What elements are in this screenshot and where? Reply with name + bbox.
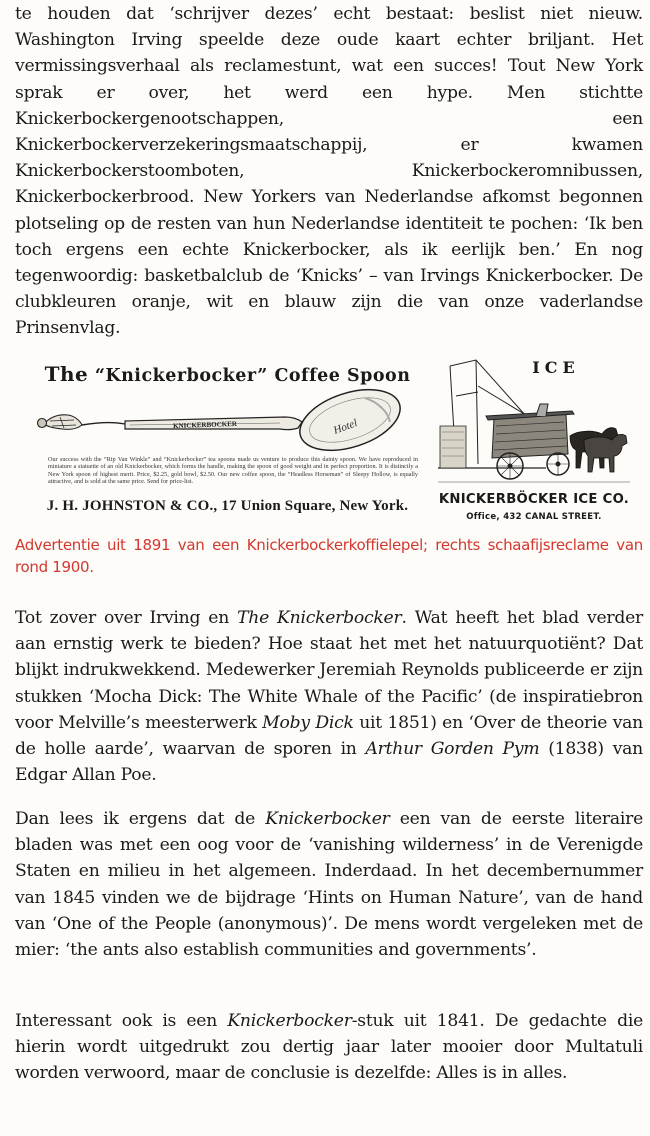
ice-wagon-illustration [436, 356, 632, 490]
ice-company-name: KNICKERBÖCKER ICE CO. [438, 492, 630, 507]
body-paragraph-2: Tot zover over Irving en The Knickerbocker. Wat heeft het blad verder aan ernstig werk te bieden? Hoe staat het met het natuurquotiënt? Dat blijkt indrukwekkend. Medewerker Jeremiah Reynolds publiceerde er zijn stukken ‘Mocha Dick: The White Whale of the Pacific’ (de inspiratiebron voor Melville’s meesterwerk Moby Dick uit 1851) en ‘Over de theorie van de holle aarde’, waarvan de sporen in Arthur Gorden Pym (1838) van Edgar Allan Poe. [15, 608, 643, 786]
ice-headline: ICE [532, 358, 580, 377]
spoon-illustration [30, 384, 425, 456]
body-paragraph-4: Interessant ook is een Knickerbocker-stuk uit 1841. De gedachte die hierin wordt uitgedrukt zou dertig jaar later mooier door Multatuli worden verwoord, maar de conclusie is dezelfde: Alles is in alles. [15, 1011, 643, 1084]
body-paragraph-1: te houden dat ‘schrijver dezes’ echt bestaat: beslist niet nieuw. Washington Irving speelde deze oude kaart echter briljant. Het vermissingsverhaal als reclamestunt, wat een succes! Tout New York sprak er over, het werd een hype. Men stichtte Knickerbockergenootschappen, een Knickerbockerverzekeringsmaatschappij, er kwamen Knickerbockerstoomboten, Knickerbockeromnibussen, Knickerbockerbrood. New Yorkers van Nederlandse afkomst begonnen plotseling op de resten van hun Nederlandse identiteit te pochen: ‘Ik ben toch ergens een echte Knickerbocker, als ik eerlijk ben.’ En nog tegenwoordig: basketbalclub de ‘Knicks’ – van Irvings Knickerbocker. De clubkleuren oranje, wit en blauw zijn die van onze vaderlandse Prinsenvlag. [15, 4, 643, 339]
horses-icon [570, 428, 627, 472]
illustration-band [18, 352, 630, 530]
body-paragraph-3: Dan lees ik ergens dat de Knickerbocker een van de eerste literaire bladen was met een oog voor de ‘vanishing wilderness’ in de Verenigde Staten en milieu in het algemeen. Inderdaad. In het decembernummer van 1845 vinden we de bijdrage ‘Hints on Human Nature’, van de hand van ‘One of the People (anonymous)’. De mens wordt vergeleken met de mier: ‘the ants also establish communities and governments’. [15, 809, 643, 961]
spoon-engraving: KNICKERBOCKER [172, 419, 238, 431]
knickerbocker-figure-handle-icon [38, 415, 126, 430]
ad-spoon-title: The “Knickerbocker” Coffee Spoon [44, 362, 411, 386]
ice-office-address: Office, 432 CANAL STREET. [466, 512, 602, 522]
ice-advertisement [436, 352, 632, 530]
bowl-engraving: Hotel [331, 417, 360, 437]
coffee-spoon-advertisement [30, 358, 425, 528]
ad-spoon-footer: J. H. JOHNSTON & CO., 17 Union Square, New York. [46, 498, 409, 514]
figure-caption: Advertentie uit 1891 van een Knickerbockerkoffielepel; rechts schaafijsreclame van rond 1900. [15, 536, 643, 576]
ad-spoon-fine-print: Our success with the “Rip Van Winkle” and “Knickerbocker” tea spoons made us venture to produce this dainty spoon. We have reproduced in miniature a statuette of an old Knickerbocker, which forms the handle, making the spoon of good weight and in perfect proportion. It is distinctly a New York spoon of highest merit. Price, $2.25, gold bowl, $2.50. Our new coffee spoon, the “Headless Horseman” of Sleepy Hollow, is equally attractive, and is sold at the same price. Send for price-list. [48, 456, 418, 486]
